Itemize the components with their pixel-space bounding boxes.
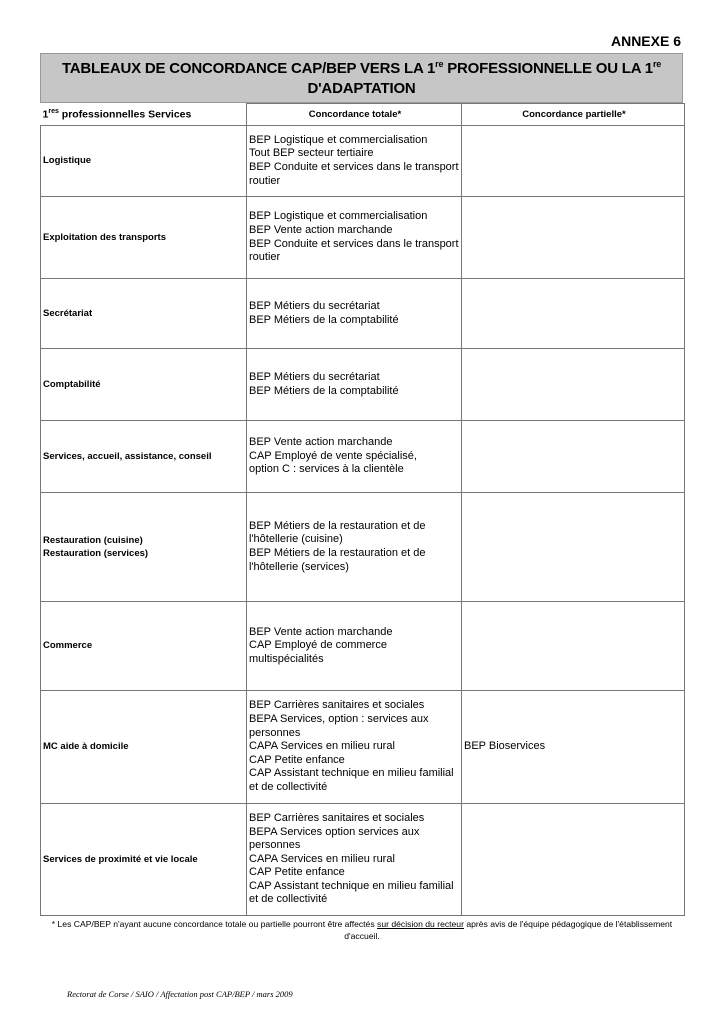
concordance-partielle-cell (462, 602, 685, 691)
cell-line: Tout BEP secteur tertiaire (249, 147, 374, 160)
header-professionnelles-services (41, 104, 247, 126)
table-row (41, 421, 685, 493)
concordance-totale-cell (247, 126, 462, 197)
cell-line: BEP Métiers de la comptabilité (249, 384, 399, 397)
title-part-2: PROFESSIONNELLE OU LA 1 (443, 60, 653, 77)
cell-line: BEP Métiers de la restauration et de (249, 547, 426, 559)
concordance-table (40, 103, 685, 916)
cell-line: option C : services à la clientèle (249, 463, 404, 476)
row-label (41, 279, 247, 349)
table-row (41, 602, 685, 691)
cell-line: l'hôtellerie (cuisine) (249, 533, 343, 546)
concordance-partielle-cell (462, 493, 685, 602)
cell-line: l'hôtellerie (services) (249, 560, 349, 573)
cell-line: CAPA Services en milieu rural (249, 740, 395, 753)
cell-line: et de collectivité (249, 893, 328, 906)
title-sup-1: re (435, 59, 444, 69)
cell-line: BEP Métiers de la restauration et de (249, 519, 426, 532)
row-label (41, 493, 247, 602)
cell-line: BEPA Services, option : services aux (249, 713, 429, 726)
cell-line: CAP Employé de vente spécialisé, (249, 449, 417, 462)
concordance-partielle-cell (462, 349, 685, 421)
title-part-1: TABLEAUX DE CONCORDANCE CAP/BEP VERS LA 1 (61, 60, 436, 77)
cell-line: routier (249, 174, 281, 187)
cell-line: BEP Carrières sanitaires et sociales (249, 811, 425, 824)
cell-line: Restauration (services) (43, 548, 149, 559)
cell-line: Services, accueil, assistance, conseil (43, 450, 212, 462)
cell-line: BEP Métiers du secrétariat (249, 299, 380, 312)
header-col1-num: 1 (42, 108, 49, 121)
page-footer: Rectorat de Corse / SAIO / Affectation post CAP/BEP / mars 2009 (67, 989, 293, 999)
cell-line: routier (249, 251, 281, 264)
table-row (41, 691, 685, 804)
concordance-partielle-cell (462, 197, 685, 279)
concordance-partielle-cell (462, 421, 685, 493)
cell-line: personnes (249, 726, 301, 739)
cell-line: CAP Petite enfance (249, 753, 345, 766)
header-col1-text: professionnelles Services (58, 108, 192, 121)
cell-line: MC aide à domicile (43, 741, 129, 753)
cell-line: CAP Petite enfance (249, 866, 345, 879)
cell-line: CAP Assistant technique en milieu familial (249, 767, 454, 780)
table-row (41, 126, 685, 197)
row-label (41, 421, 247, 493)
footnote (40, 918, 684, 942)
cell-line: Services de proximité et vie locale (43, 853, 198, 865)
cell-line: Commerce (43, 640, 93, 652)
concordance-totale-cell (247, 602, 462, 691)
concordance-partielle-cell (462, 804, 685, 916)
concordance-partielle-cell (462, 126, 685, 197)
cell-line: BEP Logistique et commercialisation (249, 210, 428, 223)
cell-line: BEP Métiers du secrétariat (249, 370, 380, 383)
page-title (40, 53, 683, 103)
table-row (41, 279, 685, 349)
cell-line: BEPA Services option services aux (249, 825, 420, 838)
cell-line: et de collectivité (249, 780, 328, 793)
cell-line: CAPA Services en milieu rural (249, 852, 395, 865)
cell-line: Exploitation des transports (43, 231, 166, 243)
concordance-partielle-cell (462, 691, 685, 804)
header-concordance-partielle: Concordance partielle* (462, 104, 685, 126)
cell-line: BEP Métiers de la comptabilité (249, 313, 399, 326)
cell-line: BEP Vente action marchande (249, 625, 393, 638)
cell-line: BEP Conduite et services dans le transport (249, 237, 459, 250)
row-label (41, 804, 247, 916)
footnote-underlined: sur décision du recteur (377, 919, 464, 929)
concordance-totale-cell (247, 421, 462, 493)
concordance-totale-cell (247, 804, 462, 916)
cell-line: CAP Employé de commerce (249, 639, 387, 652)
cell-line: personnes (249, 839, 301, 852)
row-label (41, 349, 247, 421)
table-row (41, 349, 685, 421)
header-col1-sup: res (48, 108, 59, 115)
row-label (41, 197, 247, 279)
annex-label: ANNEXE 6 (610, 33, 681, 49)
footnote-text-before: * Les CAP/BEP n'ayant aucune concordance totale ou partielle pourront être affectés (51, 919, 378, 929)
header-concordance-totale: Concordance totale* (247, 104, 462, 126)
concordance-totale-cell (247, 691, 462, 804)
cell-line: Logistique (43, 155, 92, 167)
cell-line: BEP Vente action marchande (249, 223, 393, 236)
cell-line: BEP Logistique et commercialisation (249, 133, 428, 146)
cell-line: BEP Bioservices (464, 740, 546, 753)
concordance-totale-cell (247, 279, 462, 349)
cell-line: Comptabilité (43, 378, 101, 390)
footnote-text-after: après avis de l'équipe pédagogique de l'établissement d'accueil. (344, 919, 673, 941)
title-line-2: D'ADAPTATION (307, 80, 416, 97)
cell-line: multispécialités (249, 652, 324, 665)
cell-line: Restauration (cuisine) (43, 534, 143, 546)
cell-line: CAP Assistant technique en milieu familial (249, 879, 454, 892)
row-label (41, 126, 247, 197)
table-row (41, 804, 685, 916)
cell-line: BEP Vente action marchande (249, 436, 393, 449)
concordance-totale-cell (247, 493, 462, 602)
concordance-partielle-cell (462, 279, 685, 349)
cell-line: BEP Conduite et services dans le transport (249, 161, 459, 173)
concordance-totale-cell (247, 349, 462, 421)
cell-line: Secrétariat (43, 307, 93, 319)
table-row (41, 197, 685, 279)
table-header-row (41, 104, 685, 126)
title-sup-2: re (652, 59, 662, 69)
cell-line: BEP Carrières sanitaires et sociales (249, 699, 425, 712)
table-row (41, 493, 685, 602)
concordance-totale-cell (247, 197, 462, 279)
row-label (41, 602, 247, 691)
row-label (41, 691, 247, 804)
